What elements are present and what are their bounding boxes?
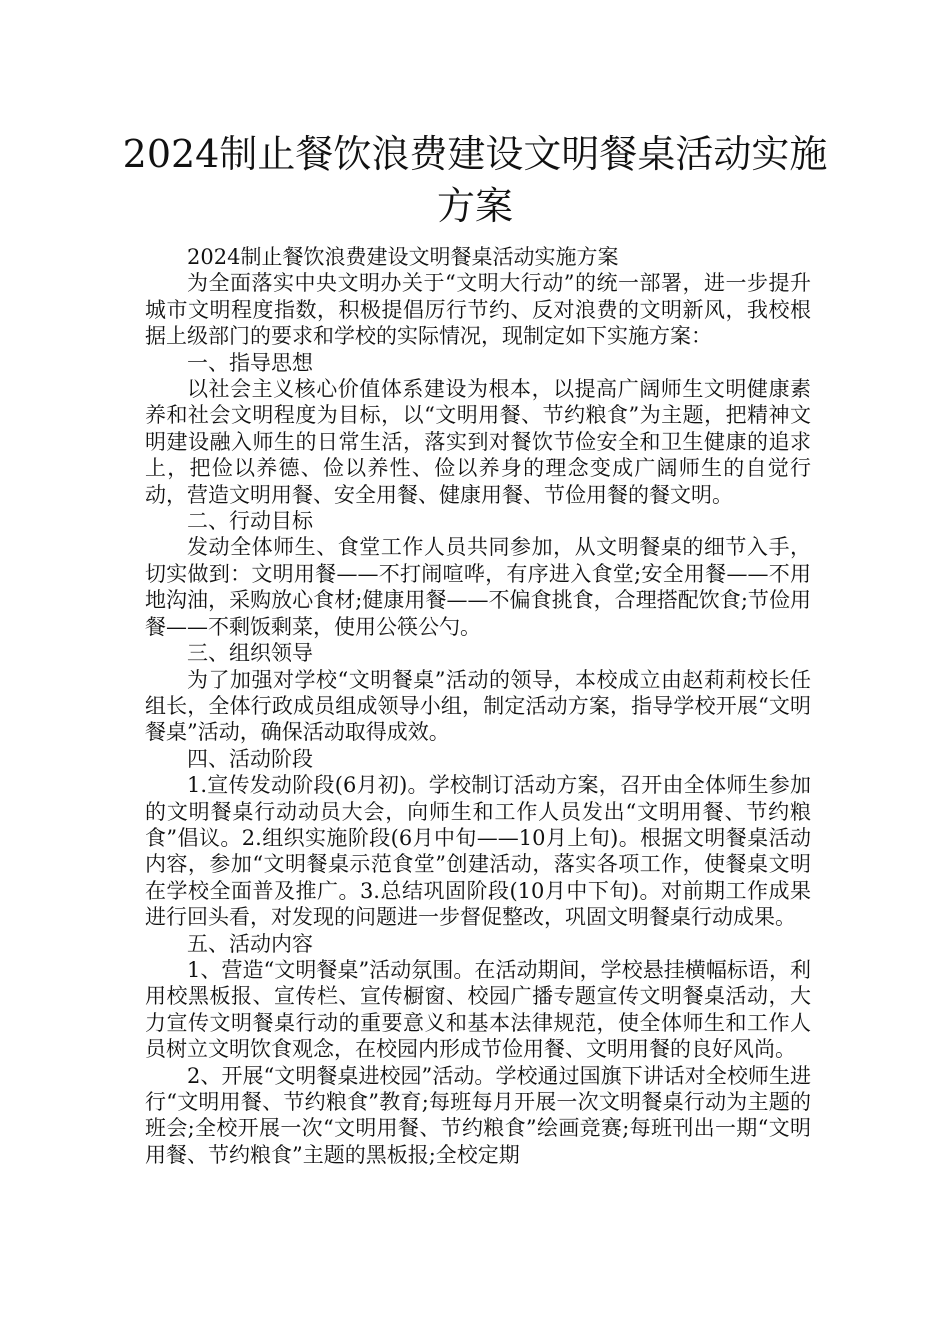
paragraph-subtitle: 2024制止餐饮浪费建设文明餐桌活动实施方案 <box>187 245 619 269</box>
paragraph-action-goals: 发动全体师生、食堂工作人员共同参加，从文明餐桌的细节入手，切实做到：文明用餐——不打闹喧哗，有序进入食堂;安全用餐——不用地沟油，采购放心食材;健康用餐——不偏食挑食，合理搭配饮食;节俭用餐——不剩饭剩菜，使用公筷公勺。 <box>145 535 811 639</box>
section-heading-action-goals: 二、行动目标 <box>187 509 313 534</box>
paragraph-guiding-thought: 以社会主义核心价值体系建设为根本，以提高广阔师生文明健康素养和社会文明程度为目标，以“文明用餐、节约粮食”为主题，把精神文明建设融入师生的日常生活，落实到对餐饮节俭安全和卫生健康的追求上，把俭以养德、俭以养性、俭以养身的理念变成广阔师生的自觉行动，营造文明用餐、安全用餐、健康用餐、节俭用餐的餐文明。 <box>145 377 811 507</box>
section-heading-leadership: 三、组织领导 <box>187 641 313 666</box>
paragraph-activity-stages: 1.宣传发动阶段(6月初)。学校制订活动方案，召开由全体师生参加的文明餐桌行动动员大会，向师生和工作人员发出“文明用餐、节约粮食”倡议。2.组织实施阶段(6月中旬——10月上旬)。根据文明餐桌活动内容，参加“文明餐桌示范食堂”创建活动，落实各项工作，使餐桌文明在学校全面普及推广。3.总结巩固阶段(10月中下旬)。对前期工作成果进行回头看，对发现的问题进一步督促整改，巩固文明餐桌行动成果。 <box>145 773 811 930</box>
section-heading-guiding-thought: 一、指导思想 <box>187 350 313 375</box>
paragraph-activity-content-2: 2、开展“文明餐桌进校园”活动。学校通过国旗下讲话对全校师生进行“文明用餐、节约粮食”教育;每班每月开展一次文明餐桌行动为主题的班会;全校开展一次“文明用餐、节约粮食”绘画竞赛;每班刊出一期“文明用餐、节约粮食”主题的黑板报;全校定期 <box>145 1063 811 1167</box>
paragraph-leadership: 为了加强对学校“文明餐桌”活动的领导，本校成立由赵莉莉校长任组长，全体行政成员组成领导小组，制定活动方案，指导学校开展“文明餐桌”活动，确保活动取得成效。 <box>145 667 811 745</box>
section-heading-activity-content: 五、活动内容 <box>187 931 313 956</box>
section-heading-activity-stages: 四、活动阶段 <box>187 746 313 771</box>
paragraph-activity-content-1: 1、营造“文明餐桌”活动氛围。在活动期间，学校悬挂横幅标语，利用校黑板报、宣传栏、宣传橱窗、校园广播专题宣传文明餐桌活动，大力宣传文明餐桌行动的重要意义和基本法律规范，使全体师生和工作人员树立文明饮食观念，在校园内形成节俭用餐、文明用餐的良好风尚。 <box>145 957 811 1062</box>
document-title: 2024制止餐饮浪费建设文明餐桌活动实施方案 <box>122 132 828 228</box>
paragraph-intro: 为全面落实中央文明办关于“文明大行动”的统一部署，进一步提升城市文明程度指数，积极提倡厉行节约、反对浪费的文明新风，我校根据上级部门的要求和学校的实际情况，现制定如下实施方案： <box>145 271 811 349</box>
document-body <box>145 244 811 1168</box>
